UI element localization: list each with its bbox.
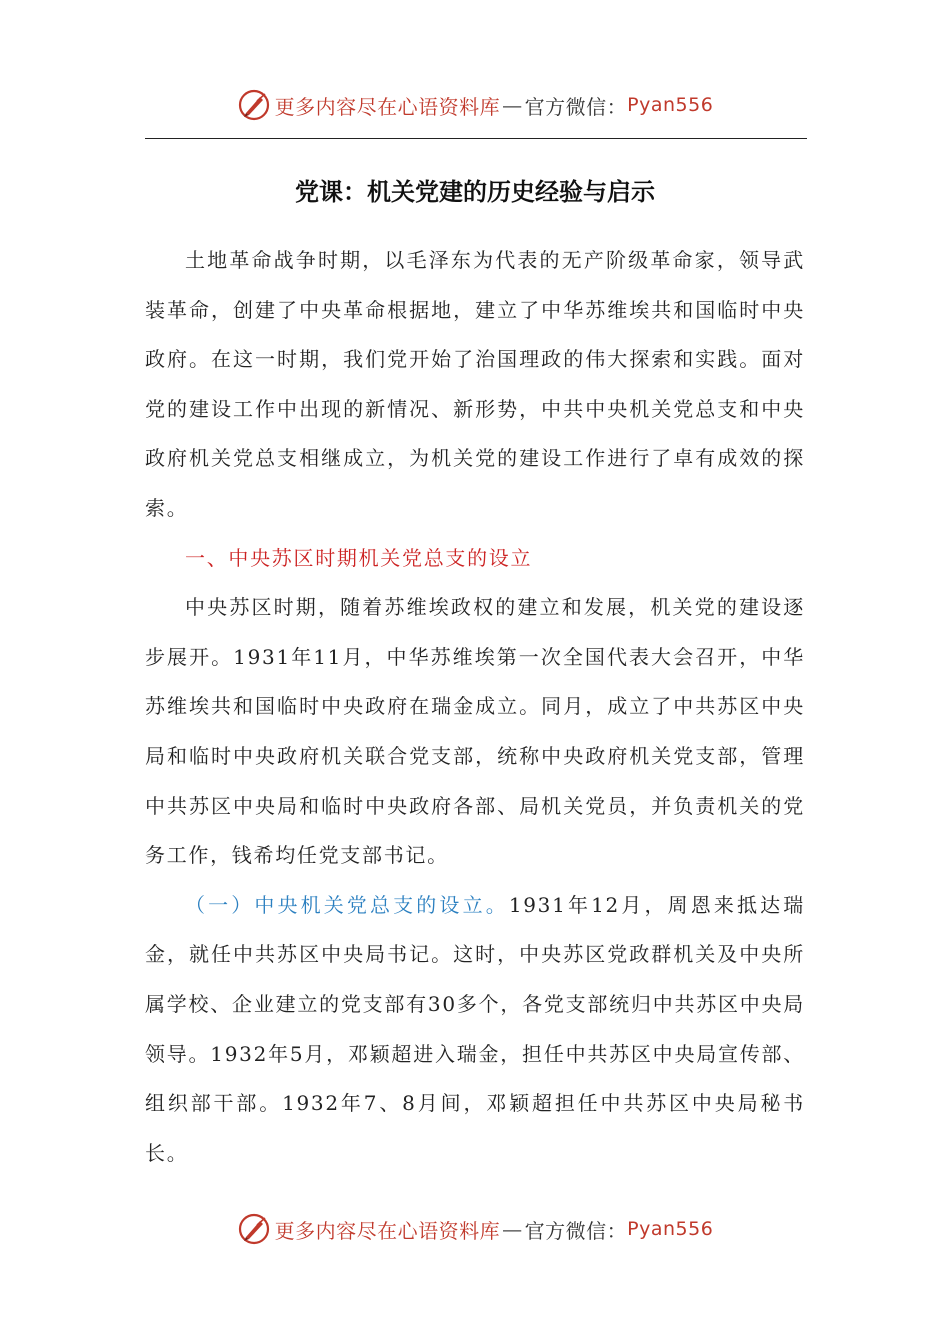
pen-logo-icon — [237, 1212, 271, 1246]
paragraph-subsection — [145, 881, 805, 1179]
banner-separator: — — [502, 1217, 523, 1241]
banner-handle: Pyan556 — [627, 1218, 714, 1240]
banner-handle: Pyan556 — [627, 94, 714, 116]
banner-official-label: 官方微信： — [524, 1218, 628, 1243]
banner-official-label: 官方微信： — [524, 94, 628, 119]
banner-main-text: 更多内容尽在心语资料库 — [274, 1218, 501, 1243]
pen-logo-icon — [237, 88, 271, 122]
header-divider — [145, 138, 807, 139]
document-title: 党课：机关党建的历史经验与启示 — [295, 178, 655, 206]
footer-banner — [0, 1212, 950, 1246]
banner-separator: — — [502, 93, 523, 117]
section-heading: 一、中央苏区时期机关党总支的设立 — [185, 545, 533, 570]
banner-main-text: 更多内容尽在心语资料库 — [274, 94, 501, 119]
paragraph-section-one: 中央苏区时期，随着苏维埃政权的建立和发展，机关党的建设逐步展开。1931年11月，中华苏维埃第一次全国代表大会召开，中华苏维埃共和国临时中央政府在瑞金成立。同月，成立了中共苏区中央局和临时中央政府机关联合党支部，统称中央政府机关党支部，管理中共苏区中央局和临时中央政府各部、局机关党员，并负责机关的党务工作，钱希均任党支部书记。 — [145, 595, 805, 868]
subsection-heading: （一）中央机关党总支的设立。 — [185, 892, 509, 917]
document-body — [145, 236, 805, 1178]
header-banner — [0, 88, 950, 122]
subsection-text: 1931年12月，周恩来抵达瑞金，就任中共苏区中央局书记。这时，中央苏区党政群机关及中央所属学校、企业建立的党支部有30多个，各党支部统归中共苏区中央局领导。1932年5月，邓颖超进入瑞金，担任中共苏区中央局宣传部、组织部干部。1932年7、8月间，邓颖超担任中共苏区中央局秘书长。 — [145, 892, 805, 1165]
paragraph-intro: 土地革命战争时期，以毛泽东为代表的无产阶级革命家，领导武装革命，创建了中央革命根据地，建立了中华苏维埃共和国临时中央政府。在这一时期，我们党开始了治国理政的伟大探索和实践。面对党的建设工作中出现的新情况、新形势，中共中央机关党总支和中央政府机关党总支相继成立，为机关党的建设工作进行了卓有成效的探索。 — [145, 248, 805, 520]
